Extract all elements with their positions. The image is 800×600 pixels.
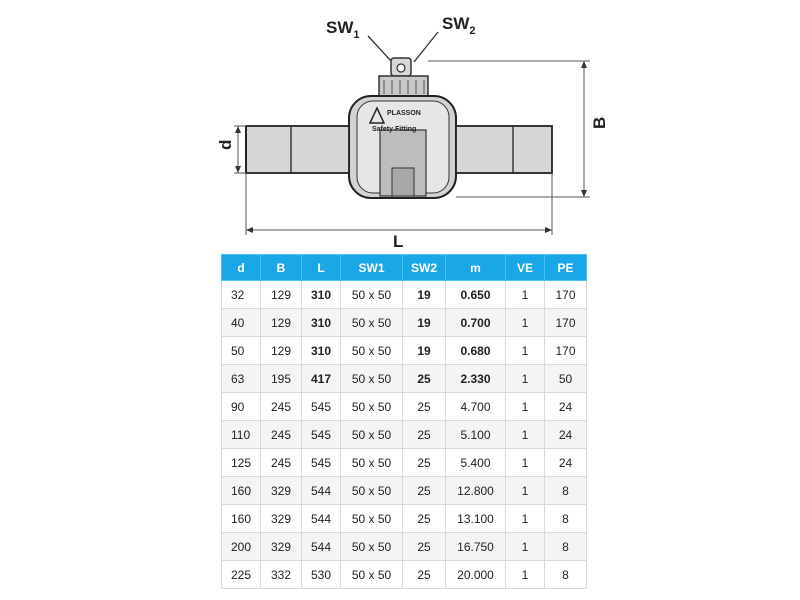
logo-subtext: Safety Fitting [372,126,417,133]
table-cell: 160 [222,505,261,533]
table-cell: 545 [302,421,341,449]
table-cell: 310 [302,309,341,337]
table-cell: 12.800 [446,477,506,505]
table-row [222,533,587,561]
dimensions-table [221,254,587,589]
table-cell: 50 x 50 [341,365,403,393]
table-cell: 25 [403,477,446,505]
table-cell: 195 [261,365,302,393]
table-row [222,449,587,477]
table-cell: 332 [261,561,302,589]
table-cell: 1 [506,393,545,421]
table-cell: 0.680 [446,337,506,365]
table-row [222,421,587,449]
table-cell: 25 [403,449,446,477]
table-cell: 1 [506,281,545,309]
table-cell: 50 x 50 [341,477,403,505]
table-cell: 63 [222,365,261,393]
col-header-d: d [222,255,261,281]
table-row [222,337,587,365]
table-cell: 545 [302,449,341,477]
table-cell: 329 [261,533,302,561]
table-cell: 160 [222,477,261,505]
table-cell: 8 [545,505,587,533]
table-cell: 245 [261,421,302,449]
valve-cap [379,76,428,96]
table-cell: 545 [302,393,341,421]
table-cell: 417 [302,365,341,393]
table-cell: 310 [302,281,341,309]
col-header-sw2: SW2 [403,255,446,281]
table-cell: 170 [545,281,587,309]
col-header-sw1: SW1 [341,255,403,281]
table-row [222,281,587,309]
table-cell: 19 [403,309,446,337]
table-cell: 50 x 50 [341,533,403,561]
table-cell: 50 x 50 [341,421,403,449]
table-cell: 40 [222,309,261,337]
table-cell: 129 [261,337,302,365]
table-body [222,281,587,589]
col-header-ve: VE [506,255,545,281]
logo-text: PLASSON [387,110,421,117]
table-cell: 50 x 50 [341,393,403,421]
B-label: B [590,116,609,129]
table-cell: 90 [222,393,261,421]
table-cell: 5.100 [446,421,506,449]
table-cell: 1 [506,505,545,533]
table-cell: 19 [403,337,446,365]
table-cell: 170 [545,337,587,365]
table-cell: 24 [545,421,587,449]
table-cell: 1 [506,477,545,505]
table-cell: 1 [506,337,545,365]
table-cell: 530 [302,561,341,589]
table-row [222,505,587,533]
table-cell: 19 [403,281,446,309]
table-row [222,365,587,393]
table-row [222,477,587,505]
table-cell: 50 [222,337,261,365]
table-cell: 329 [261,477,302,505]
sw2-label: $SW_2$ [442,14,476,37]
table-cell: 8 [545,561,587,589]
col-header-m: m [446,255,506,281]
table-cell: 25 [403,533,446,561]
table-cell: 32 [222,281,261,309]
table-cell: 329 [261,505,302,533]
table-cell: 245 [261,449,302,477]
table-cell: 1 [506,421,545,449]
table-cell: 110 [222,421,261,449]
col-header-L: L [302,255,341,281]
table-cell: 225 [222,561,261,589]
right-spigot [456,126,552,173]
table-cell: 310 [302,337,341,365]
table-cell: 125 [222,449,261,477]
table-cell: 24 [545,449,587,477]
table-row [222,393,587,421]
table-cell: 50 x 50 [341,281,403,309]
table-cell: 50 x 50 [341,309,403,337]
col-header-B: B [261,255,302,281]
left-spigot [246,126,349,173]
table-cell: 50 x 50 [341,561,403,589]
table-cell: 5.400 [446,449,506,477]
table-cell: 50 x 50 [341,505,403,533]
table-header-row [222,255,587,281]
table-cell: 544 [302,533,341,561]
table-cell: 8 [545,533,587,561]
table-cell: 1 [506,533,545,561]
table-cell: 13.100 [446,505,506,533]
table-cell: 25 [403,505,446,533]
table-cell: 25 [403,365,446,393]
table-row [222,561,587,589]
table-cell: 2.330 [446,365,506,393]
table-cell: 16.750 [446,533,506,561]
table-cell: 544 [302,505,341,533]
table-cell: 129 [261,281,302,309]
table-cell: 8 [545,477,587,505]
col-header-pe: PE [545,255,587,281]
table-cell: 50 [545,365,587,393]
table-cell: 0.700 [446,309,506,337]
table-cell: 4.700 [446,393,506,421]
valve-technical-drawing [0,0,800,250]
d-label: d [216,139,235,150]
table-cell: 1 [506,449,545,477]
table-cell: 1 [506,561,545,589]
sw1-label: $SW_1$ [326,18,360,41]
table-cell: 245 [261,393,302,421]
table-cell: 24 [545,393,587,421]
table-cell: 20.000 [446,561,506,589]
table-cell: 1 [506,365,545,393]
table-row [222,309,587,337]
L-label: L [393,232,404,250]
table-cell: 0.650 [446,281,506,309]
table-cell: 50 x 50 [341,449,403,477]
table-cell: 544 [302,477,341,505]
table-cell: 200 [222,533,261,561]
table-cell: 129 [261,309,302,337]
table-cell: 170 [545,309,587,337]
table-cell: 1 [506,309,545,337]
table-cell: 25 [403,421,446,449]
table-cell: 25 [403,393,446,421]
table-cell: 25 [403,561,446,589]
table-cell: 50 x 50 [341,337,403,365]
